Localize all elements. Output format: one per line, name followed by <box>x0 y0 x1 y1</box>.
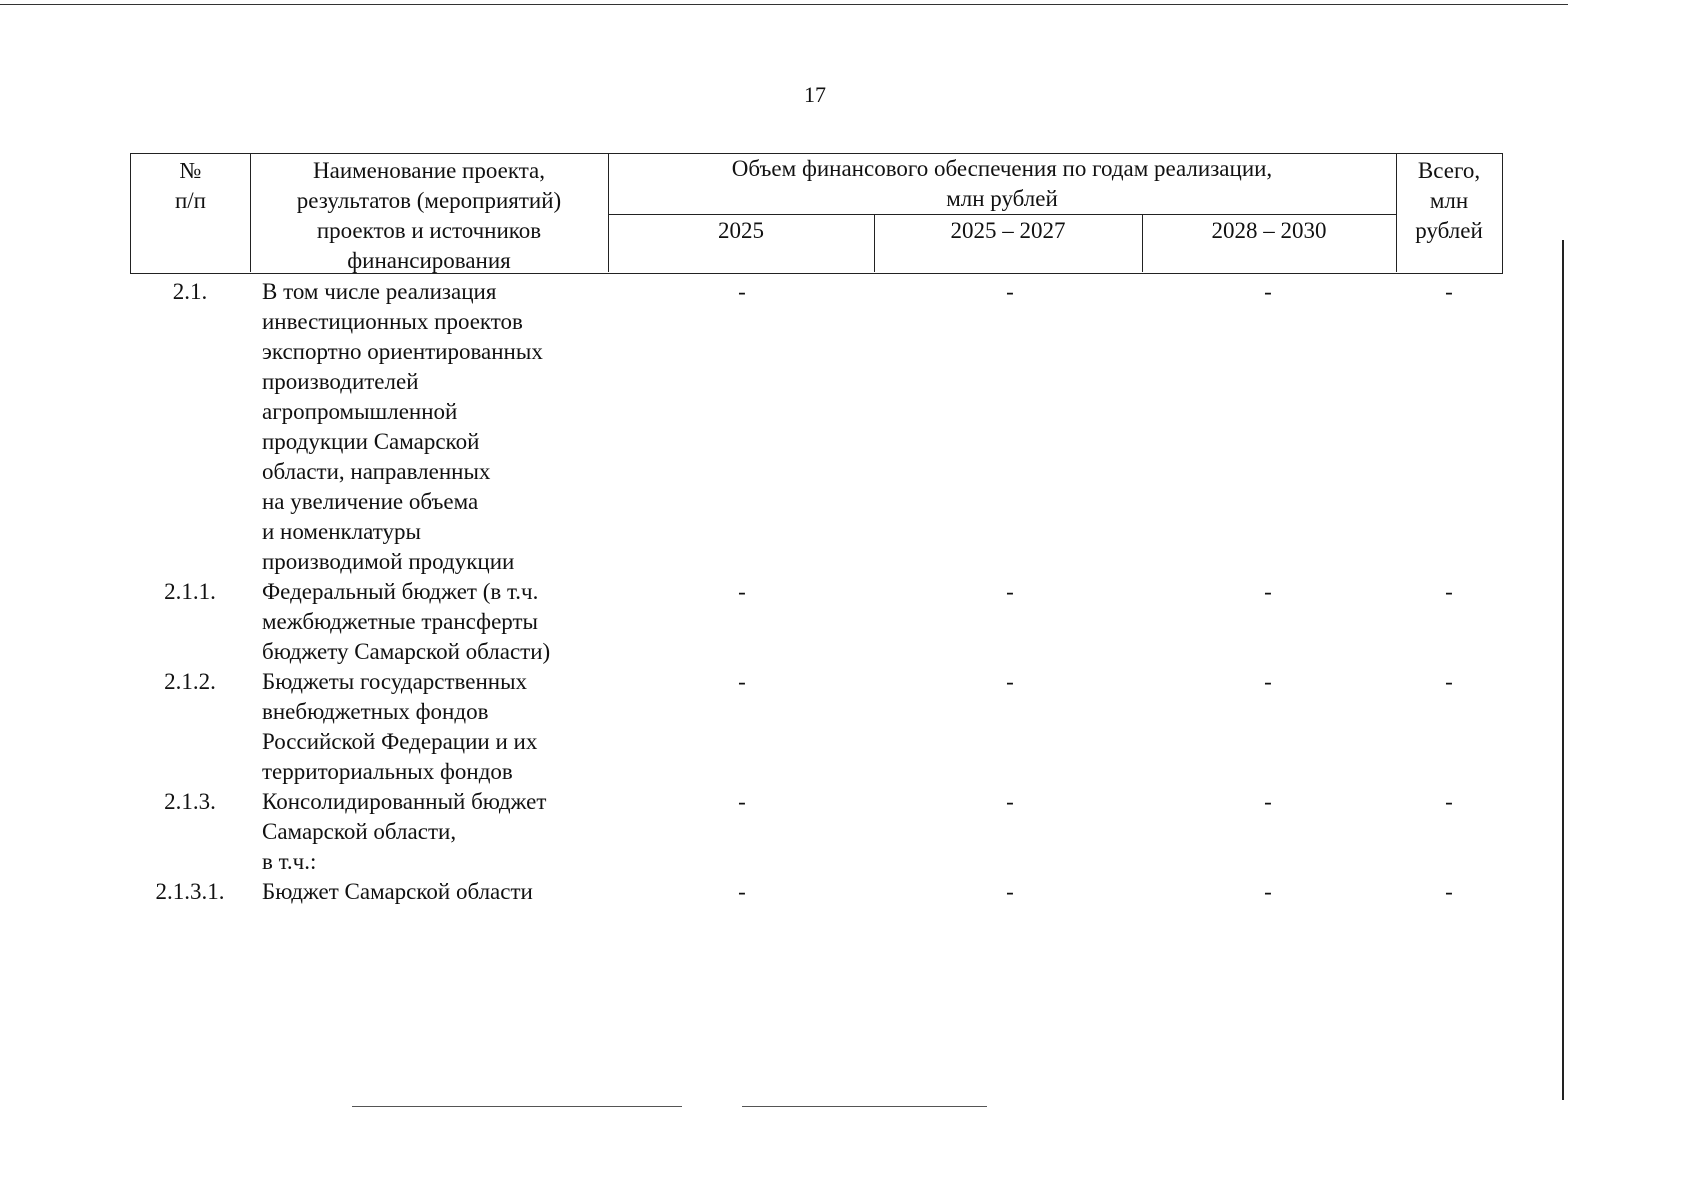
table-header <box>130 153 1503 274</box>
header-col-volume: Объем финансового обеспечения по годам реализации, млн рублей <box>731 156 1273 211</box>
row-value-2028-2030: - <box>1264 669 1272 694</box>
row-value-2025-2027: - <box>1006 879 1014 904</box>
row-value-2028-2030: - <box>1264 279 1272 304</box>
row-value-2025-2027: - <box>1006 579 1014 604</box>
header-col-name: Наименование проекта, результатов (мероприятий) проектов и источников финансирования <box>296 158 562 273</box>
row-value-2025: - <box>738 579 746 604</box>
row-number: 2.1.2. <box>164 669 216 694</box>
row-value-2025: - <box>738 879 746 904</box>
row-value-2025: - <box>738 669 746 694</box>
top-border-line <box>0 4 1568 5</box>
row-value-2025-2027: - <box>1006 279 1014 304</box>
header-year-2025: 2025 <box>718 218 764 243</box>
row-value-2028-2030: - <box>1264 579 1272 604</box>
row-name: В том числе реализация инвестиционных проектов экспортно ориентированных производителей агропромышленной продукции Самарской области, направленных на увеличение объема и номенклатуры производимой продукции <box>262 279 543 574</box>
row-value-2025: - <box>738 279 746 304</box>
row-value-total: - <box>1445 579 1453 604</box>
row-value-total: - <box>1445 789 1453 814</box>
row-value-2025: - <box>738 789 746 814</box>
row-number: 2.1.1. <box>164 579 216 604</box>
row-number: 2.1.3. <box>164 789 216 814</box>
row-value-total: - <box>1445 279 1453 304</box>
header-year-2028-2030: 2028 – 2030 <box>1211 218 1327 243</box>
row-number: 2.1. <box>172 279 208 304</box>
row-name: Федеральный бюджет (в т.ч. межбюджетные трансферты бюджету Самарской области) <box>262 579 551 664</box>
row-value-total: - <box>1445 879 1453 904</box>
page-number: 17 <box>804 82 826 107</box>
row-value-total: - <box>1445 669 1453 694</box>
row-value-2028-2030: - <box>1264 789 1272 814</box>
row-name: Бюджеты государственных внебюджетных фондов Российской Федерации и их территориальных фондов <box>262 669 538 784</box>
row-value-2025-2027: - <box>1006 669 1014 694</box>
row-value-2028-2030: - <box>1264 879 1272 904</box>
row-name: Бюджет Самарской области <box>262 879 533 904</box>
header-col-number: № п/п <box>174 158 206 213</box>
right-border-line <box>1562 240 1564 1100</box>
row-value-2025-2027: - <box>1006 789 1014 814</box>
row-number: 2.1.3.1. <box>155 879 225 904</box>
footer-rule <box>742 1106 987 1107</box>
header-year-2025-2027: 2025 – 2027 <box>950 218 1066 243</box>
row-name: Консолидированный бюджет Самарской области, в т.ч.: <box>262 789 547 874</box>
header-col-total: Всего, млн рублей <box>1415 158 1483 243</box>
header-divider <box>608 214 1397 215</box>
footer-rule <box>352 1106 682 1107</box>
